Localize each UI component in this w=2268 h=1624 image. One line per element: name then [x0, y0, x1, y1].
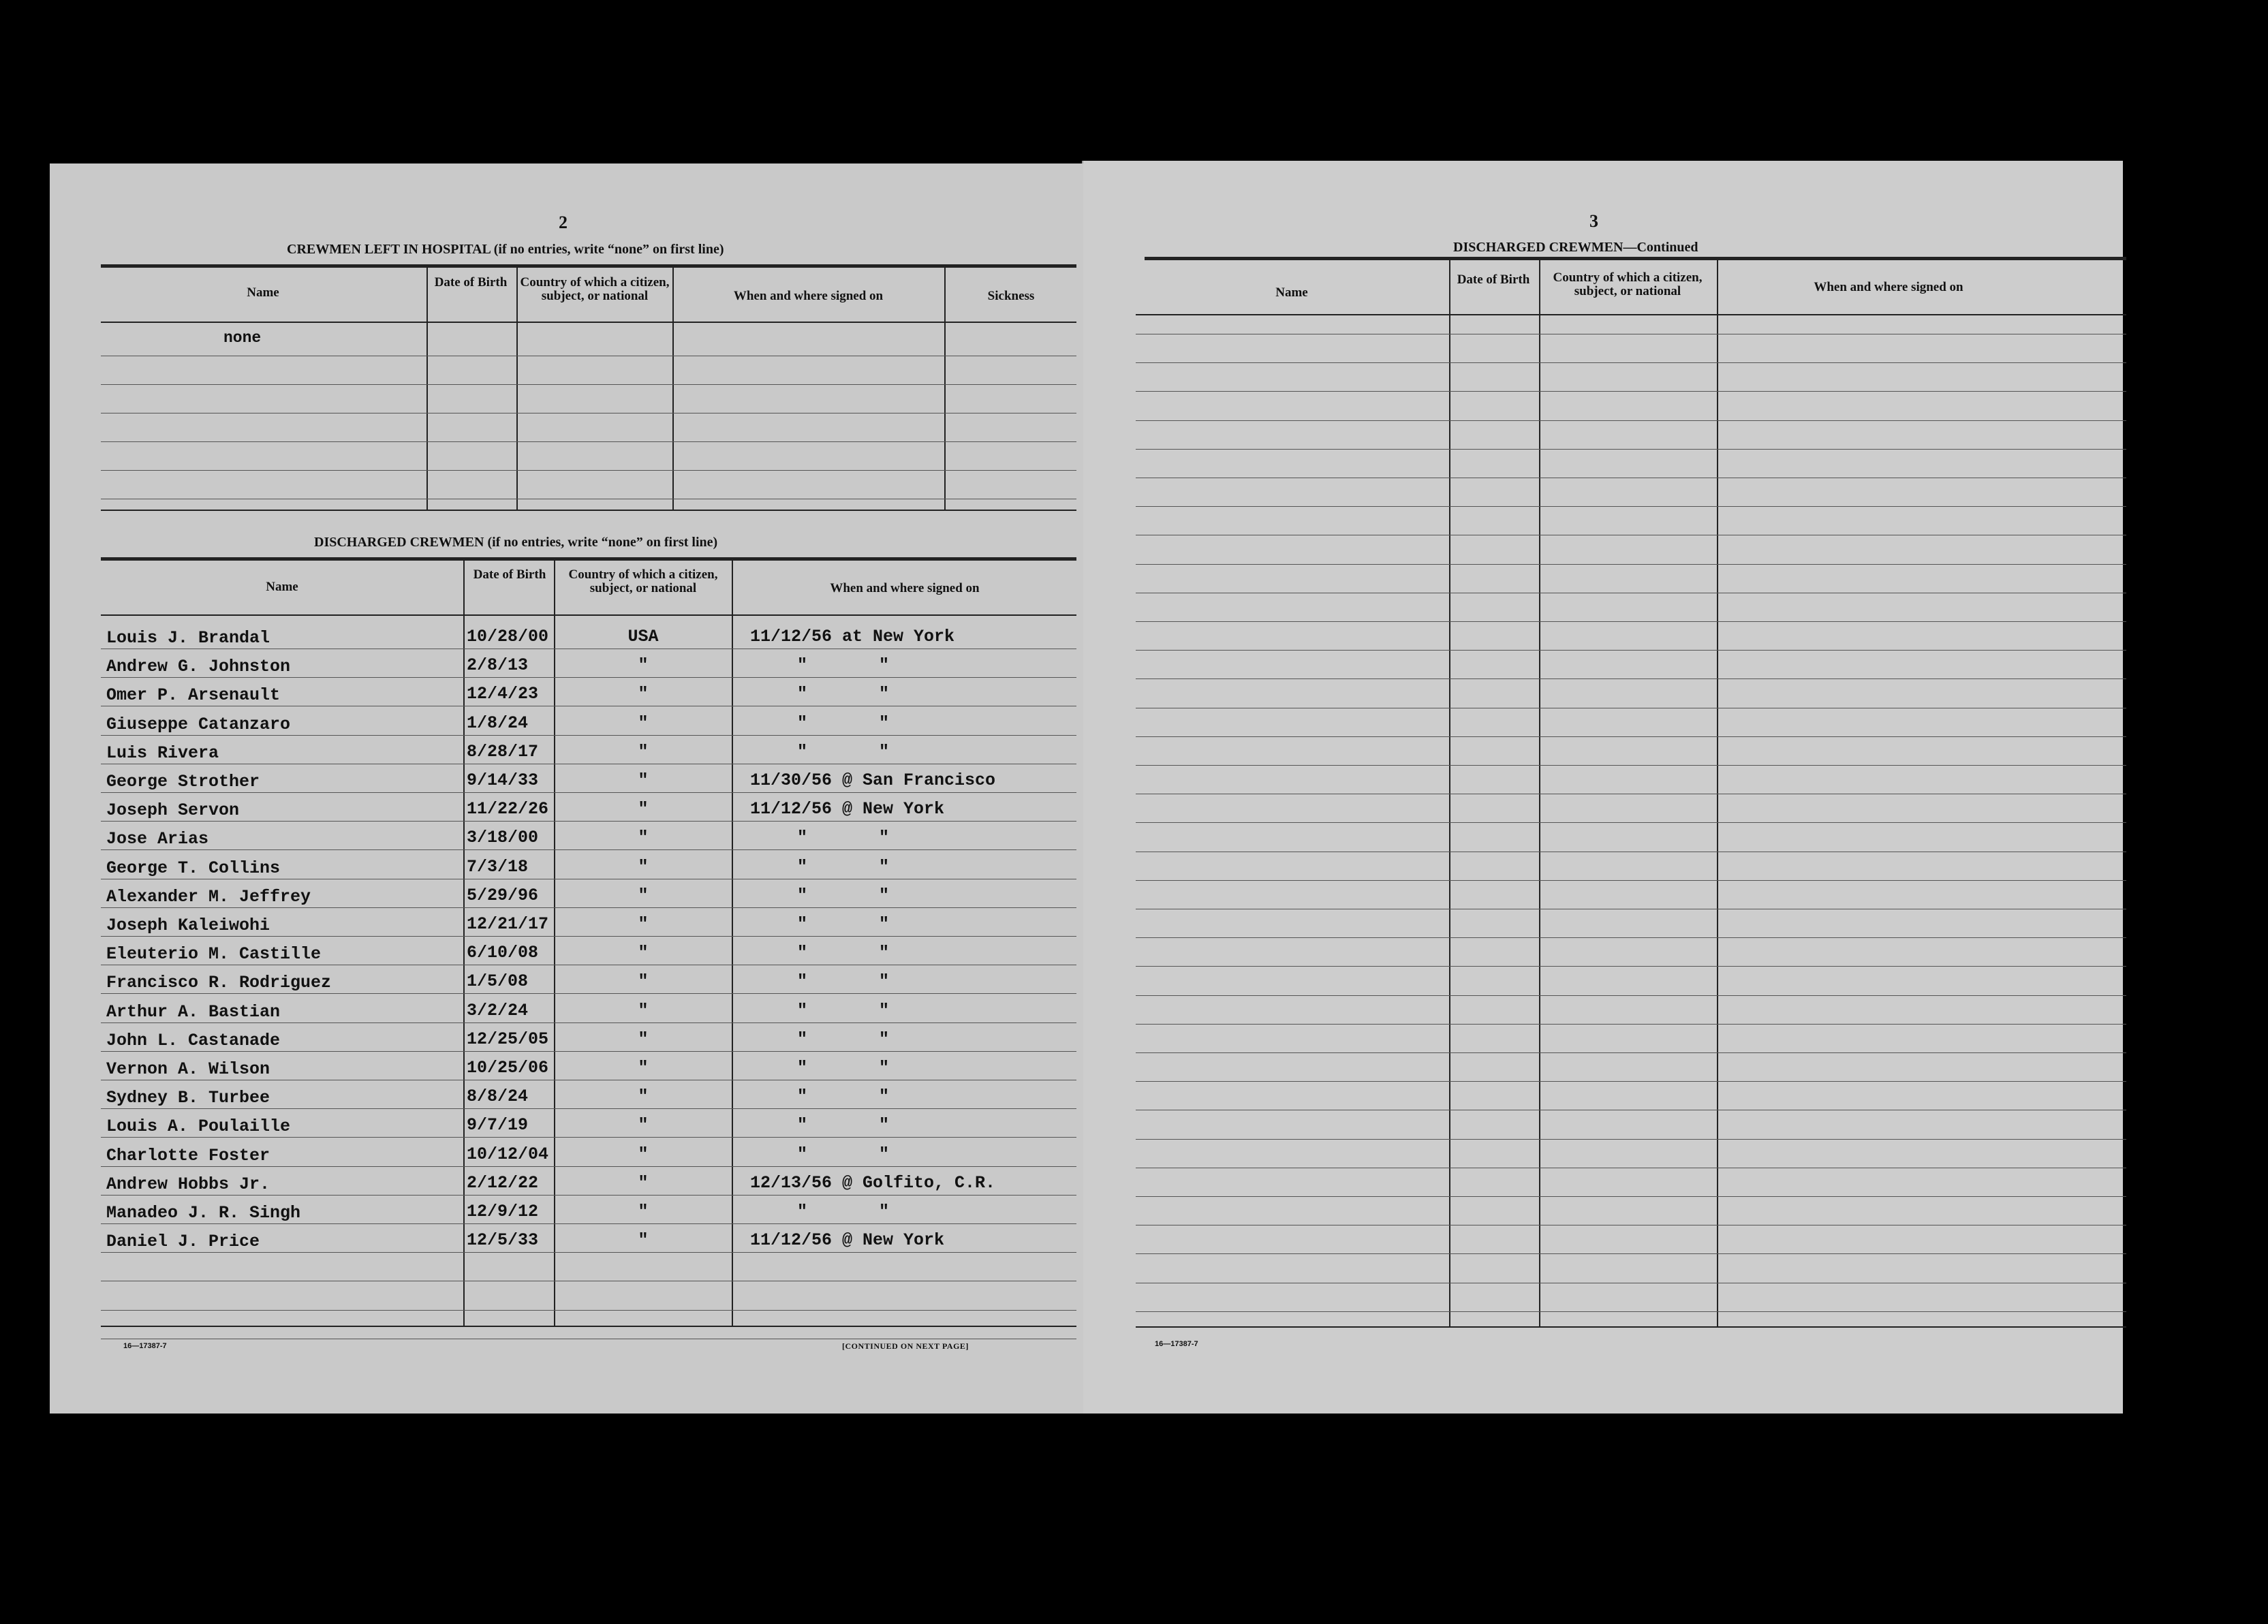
crew-dob: 2/12/22 — [467, 1173, 539, 1193]
table-row — [50, 886, 1083, 913]
crew-country: USA — [627, 627, 659, 646]
discharged-note: (if no entries, write “none” on first line) — [487, 535, 718, 550]
crew-name: Joseph Kaleiwohi — [106, 916, 270, 935]
table-row — [50, 627, 1083, 654]
right-row-line — [1136, 678, 2126, 679]
crew-country: " — [638, 857, 649, 877]
right-col-dob: Date of Birth — [1457, 272, 1530, 287]
crew-country: " — [638, 713, 649, 733]
crew-dob: 10/12/04 — [467, 1144, 549, 1164]
right-row-line — [1136, 362, 2126, 363]
table-row — [50, 713, 1083, 740]
crew-country: " — [638, 886, 649, 905]
crew-dob: 12/4/23 — [467, 684, 539, 704]
right-row-line — [1136, 391, 2126, 392]
table-row — [50, 971, 1083, 999]
discharged-top-rule — [101, 557, 1076, 561]
discharged-col-name: Name — [266, 580, 298, 594]
table-row — [50, 828, 1083, 855]
table-row — [50, 1058, 1083, 1085]
crew-signed-on: " " — [797, 828, 890, 847]
crew-name: Giuseppe Catanzaro — [106, 715, 291, 734]
right-row-line — [1136, 880, 2126, 881]
table-row — [50, 1001, 1083, 1028]
discharged-row-line — [101, 1310, 1076, 1311]
crew-signed-on: 11/30/56 @ San Francisco — [750, 770, 996, 790]
crew-signed-on: 11/12/56 @ New York — [750, 799, 945, 819]
hospital-first-entry: none — [223, 329, 262, 347]
right-form-number: 16—17387-7 — [1155, 1340, 1198, 1348]
right-bottom-rule — [1136, 1326, 2126, 1328]
hospital-row-line — [101, 384, 1076, 385]
crew-country: " — [638, 943, 649, 963]
crew-name: Andrew Hobbs Jr. — [106, 1174, 270, 1194]
crew-country: " — [638, 828, 649, 847]
crew-country: " — [638, 1173, 649, 1193]
crew-name: Francisco R. Rodriguez — [106, 973, 332, 993]
hospital-row-line — [101, 470, 1076, 471]
crew-dob: 12/5/33 — [467, 1230, 539, 1250]
crew-signed-on: " " — [797, 655, 890, 675]
crew-name: Joseph Servon — [106, 800, 240, 820]
crew-name: George T. Collins — [106, 858, 281, 878]
discharged-bottom-rule — [101, 1326, 1076, 1327]
crew-signed-on: " " — [797, 1087, 890, 1106]
discharged-col-when: When and where signed on — [830, 581, 980, 595]
right-row-line — [1136, 1024, 2126, 1025]
continued-note: [CONTINUED ON NEXT PAGE] — [842, 1341, 969, 1351]
hospital-section-title — [287, 242, 724, 257]
discharged-section-title — [314, 535, 717, 550]
crew-dob: 6/10/08 — [467, 943, 539, 963]
table-row — [50, 1029, 1083, 1057]
crew-signed-on: " " — [797, 684, 890, 704]
hospital-col-sickness: Sickness — [987, 289, 1035, 303]
crew-name: Vernon A. Wilson — [106, 1059, 270, 1079]
crew-dob: 8/8/24 — [467, 1087, 529, 1106]
right-col-when: When and where signed on — [1814, 280, 1963, 294]
right-row-line — [1136, 1139, 2126, 1140]
left-page — [50, 163, 1083, 1414]
crew-name: Luis Rivera — [106, 743, 219, 763]
crew-country: " — [638, 1087, 649, 1106]
crew-country: " — [638, 1115, 649, 1135]
crew-signed-on: " " — [797, 1029, 890, 1049]
crew-country: " — [638, 1144, 649, 1164]
right-row-line — [1136, 449, 2126, 450]
hospital-col-divider — [426, 266, 428, 510]
right-row-line — [1136, 937, 2126, 938]
crew-dob: 12/25/05 — [467, 1029, 549, 1049]
crew-signed-on: " " — [797, 886, 890, 905]
crew-name: Arthur A. Bastian — [106, 1002, 281, 1022]
hospital-bottom-rule — [101, 510, 1076, 511]
table-row — [50, 1202, 1083, 1229]
right-col-divider — [1717, 258, 1718, 1326]
crew-name: Manadeo J. R. Singh — [106, 1203, 301, 1223]
hospital-header-rule — [101, 322, 1076, 323]
crew-name: Eleuterio M. Castille — [106, 944, 322, 964]
hospital-note: (if no entries, write “none” on first line) — [493, 242, 724, 257]
crew-name: Louis J. Brandal — [106, 628, 270, 648]
crew-dob: 1/8/24 — [467, 713, 529, 733]
crew-dob: 3/18/00 — [467, 828, 539, 847]
table-row — [50, 1087, 1083, 1114]
hospital-col-when: When and where signed on — [733, 289, 884, 303]
right-row-line — [1136, 736, 2126, 737]
crew-name: Jose Arias — [106, 829, 209, 849]
hospital-col-name: Name — [247, 285, 279, 300]
crew-signed-on: " " — [797, 1001, 890, 1020]
hospital-row-line — [101, 441, 1076, 442]
hospital-top-rule — [101, 264, 1076, 268]
crew-name: Charlotte Foster — [106, 1146, 270, 1166]
crew-signed-on: " " — [797, 1144, 890, 1164]
left-page-number: 2 — [559, 213, 568, 232]
right-row-line — [1136, 765, 2126, 766]
crew-dob: 8/28/17 — [467, 742, 539, 762]
table-row — [50, 684, 1083, 711]
table-row — [50, 742, 1083, 769]
discharged-col-country: Country of which a citizen, subject, or national — [568, 567, 718, 595]
crew-signed-on: " " — [797, 1058, 890, 1078]
right-col-name: Name — [1275, 285, 1308, 300]
table-row — [50, 943, 1083, 970]
hospital-title: CREWMEN LEFT IN HOSPITAL — [287, 242, 491, 257]
crew-country: " — [638, 1058, 649, 1078]
right-header-rule — [1136, 314, 2126, 315]
table-row — [50, 1115, 1083, 1142]
crew-country: " — [638, 1029, 649, 1049]
crew-country: " — [638, 971, 649, 991]
crew-dob: 10/28/00 — [467, 627, 549, 646]
crew-country: " — [638, 742, 649, 762]
crew-dob: 11/22/26 — [467, 799, 549, 819]
right-row-line — [1136, 621, 2126, 622]
crew-signed-on: " " — [797, 713, 890, 733]
crew-signed-on: 11/12/56 @ New York — [750, 1230, 945, 1250]
hospital-col-dob: Date of Birth — [434, 275, 508, 290]
crew-signed-on: 12/13/56 @ Golfito, C.R. — [750, 1173, 996, 1193]
crew-name: John L. Castanade — [106, 1031, 281, 1050]
table-row — [50, 1230, 1083, 1258]
crew-dob: 10/25/06 — [467, 1058, 549, 1078]
crew-signed-on: " " — [797, 1115, 890, 1135]
crew-name: Daniel J. Price — [106, 1232, 260, 1251]
crew-dob: 3/2/24 — [467, 1001, 529, 1020]
right-row-line — [1136, 1052, 2126, 1053]
crew-dob: 9/14/33 — [467, 770, 539, 790]
crew-signed-on: " " — [797, 914, 890, 934]
crew-dob: 9/7/19 — [467, 1115, 529, 1135]
right-row-line — [1136, 1253, 2126, 1254]
table-row — [50, 799, 1083, 826]
crew-signed-on: " " — [797, 857, 890, 877]
crew-signed-on: 11/12/56 at New York — [750, 627, 955, 646]
crew-country: " — [638, 1230, 649, 1250]
crew-country: " — [638, 770, 649, 790]
crew-dob: 2/8/13 — [467, 655, 529, 675]
right-row-line — [1136, 506, 2126, 507]
crew-dob: 12/9/12 — [467, 1202, 539, 1221]
hospital-col-country: Country of which a citizen, subject, or national — [520, 275, 670, 303]
right-section-title: DISCHARGED CREWMEN—Continued — [1453, 240, 1698, 255]
right-row-line — [1136, 1196, 2126, 1197]
right-page-number: 3 — [1589, 211, 1598, 231]
crew-signed-on: " " — [797, 742, 890, 762]
crew-name: Omer P. Arsenault — [106, 685, 281, 705]
crew-dob: 7/3/18 — [467, 857, 529, 877]
left-form-number: 16—17387-7 — [123, 1342, 167, 1350]
table-row — [50, 857, 1083, 884]
right-row-line — [1136, 1081, 2126, 1082]
crew-name: Andrew G. Johnston — [106, 657, 291, 676]
crew-name: George Strother — [106, 772, 260, 792]
right-row-line — [1136, 420, 2126, 421]
right-row-line — [1136, 995, 2126, 996]
crew-signed-on: " " — [797, 943, 890, 963]
discharged-title: DISCHARGED CREWMEN — [314, 535, 484, 550]
crew-dob: 1/5/08 — [467, 971, 529, 991]
crew-dob: 12/21/17 — [467, 914, 549, 934]
crew-country: " — [638, 655, 649, 675]
crew-signed-on: " " — [797, 971, 890, 991]
right-row-line — [1136, 650, 2126, 651]
crew-country: " — [638, 914, 649, 934]
crew-country: " — [638, 684, 649, 704]
right-page — [1083, 161, 2123, 1414]
right-col-country: Country of which a citizen, subject, or national — [1553, 270, 1703, 298]
table-row — [50, 770, 1083, 798]
discharged-col-dob: Date of Birth — [473, 567, 546, 582]
right-row-line — [1136, 564, 2126, 565]
right-row-line — [1136, 1311, 2126, 1312]
crew-name: Alexander M. Jeffrey — [106, 887, 311, 907]
right-top-rule — [1145, 257, 2126, 260]
crew-dob: 5/29/96 — [467, 886, 539, 905]
table-row — [50, 1173, 1083, 1200]
right-row-line — [1136, 822, 2126, 823]
crew-country: " — [638, 1001, 649, 1020]
crew-name: Louis A. Poulaille — [106, 1116, 291, 1136]
right-col-divider — [1449, 258, 1450, 1326]
table-row — [50, 655, 1083, 683]
crew-name: Sydney B. Turbee — [106, 1088, 270, 1108]
right-row-line — [1136, 966, 2126, 967]
crew-signed-on: " " — [797, 1202, 890, 1221]
crew-country: " — [638, 1202, 649, 1221]
discharged-header-rule — [101, 614, 1076, 616]
table-row — [50, 914, 1083, 941]
right-col-divider — [1539, 258, 1540, 1326]
crew-country: " — [638, 799, 649, 819]
table-row — [50, 1144, 1083, 1172]
